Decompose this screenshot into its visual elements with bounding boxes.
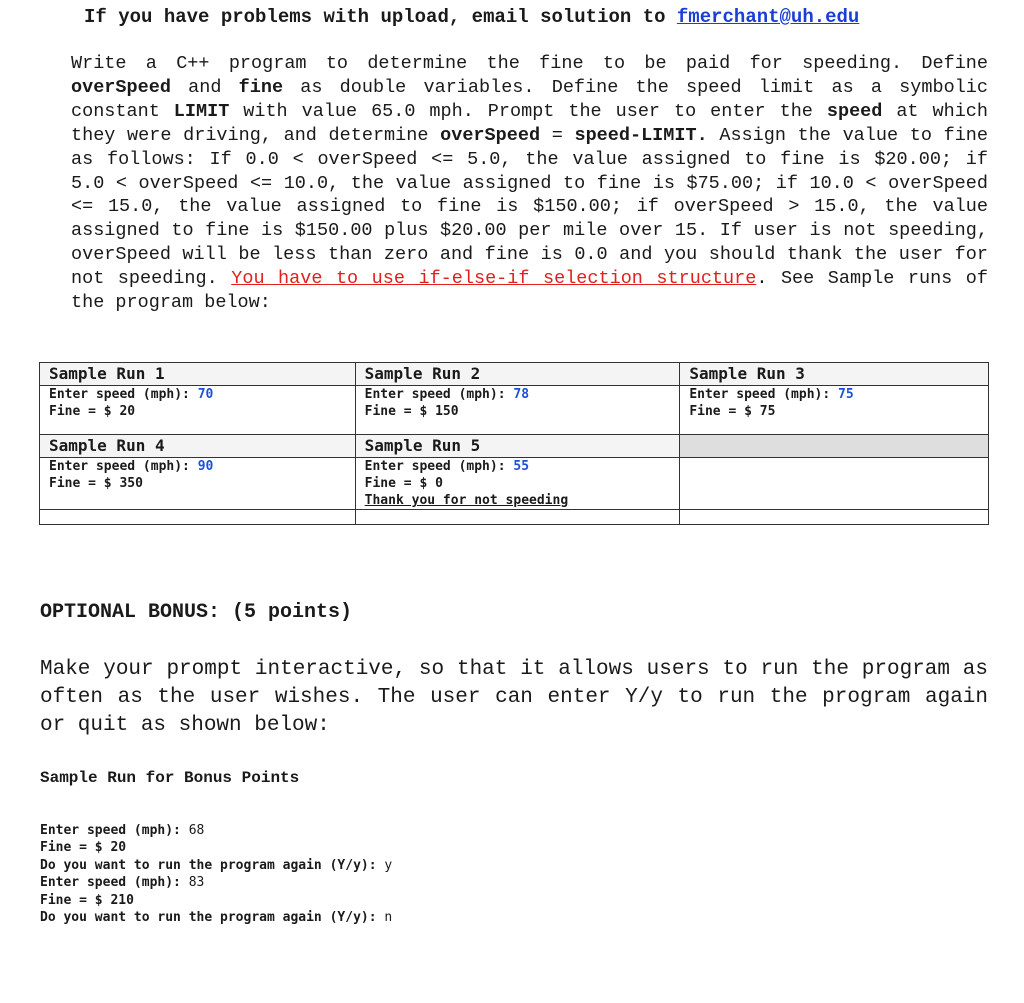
- fine-output: Fine = $ 20: [49, 404, 136, 419]
- fine-output: Fine = $ 210: [40, 892, 134, 908]
- empty-cell: [680, 458, 989, 510]
- run-output: [680, 386, 989, 435]
- speed-input: 78: [513, 387, 530, 402]
- run-title: Sample Run 2: [355, 363, 680, 386]
- run-output: [40, 458, 356, 510]
- bonus-description: Make your prompt interactive, so that it allows users to run the program as often as the user wishes. The user can enter Y/y to run the program again or quit as shown below:: [40, 658, 988, 737]
- prompt: Enter speed (mph):: [40, 823, 189, 838]
- empty-cell: [355, 510, 680, 525]
- prompt: Do you want to run the program again (Y/y):: [40, 857, 385, 873]
- keyword: fine: [238, 76, 284, 98]
- text: with value 65.0 mph. Prompt the user to enter the: [229, 100, 827, 122]
- text: =: [540, 124, 575, 146]
- text: at which they were driving, and determine: [71, 100, 988, 146]
- speed-input: 90: [197, 459, 214, 474]
- text: . See Sample runs of the program below:: [71, 268, 988, 314]
- keyword: LIMIT: [173, 100, 230, 122]
- prompt: Enter speed (mph):: [689, 387, 839, 402]
- bonus-heading: OPTIONAL BONUS: (5 points): [40, 601, 353, 624]
- user-input: n: [384, 910, 393, 926]
- user-input: 83: [188, 875, 205, 891]
- fine-output: Fine = $ 150: [364, 404, 459, 419]
- table-row: [40, 363, 989, 386]
- prompt: Enter speed (mph):: [364, 459, 514, 474]
- table-row: [40, 458, 989, 510]
- bonus-console-output: [40, 822, 392, 926]
- fine-output: Fine = $ 0: [364, 476, 443, 491]
- table-row: [40, 386, 989, 435]
- text: Assign the value to fine as follows: If 0.0 < overSpeed <= 5.0, the value assigned to fine is $20.00; if 5.0 < overSpeed <= 10.0, the value assigned to fine is $75.00; if 10.0 < overSpeed <= 15.0, the value assigned to fine is $150.00; if overSpeed > 15.0, the value assigned to fine is $150.00 plus $20.00 per mile over 15. If user is not speeding, overSpeed will be less than zero and fine is 0.0 and you should thank the user for not speeding.: [71, 124, 989, 290]
- sample-runs-table: [39, 362, 989, 525]
- fine-output: Fine = $ 75: [689, 404, 776, 419]
- speed-input: 75: [838, 387, 854, 402]
- prompt: Enter speed (mph):: [40, 875, 189, 891]
- table-row: [40, 435, 989, 458]
- selection-structure-requirement: You have to use if-else-if selection structure: [231, 268, 757, 290]
- prompt: Enter speed (mph):: [49, 387, 198, 402]
- text: and: [170, 76, 239, 98]
- text: as double variables. Define the speed limit as a symbolic constant: [71, 76, 988, 122]
- user-input: 68: [188, 823, 205, 838]
- fine-output: Fine = $ 350: [49, 476, 143, 491]
- table-row: [40, 510, 989, 525]
- keyword: overSpeed: [71, 76, 171, 98]
- run-title: Sample Run 5: [355, 435, 680, 458]
- run-output: [355, 386, 680, 435]
- problem-statement: [71, 52, 988, 315]
- email-link[interactable]: fmerchant@uh.edu: [676, 6, 860, 28]
- run-title: Sample Run 4: [40, 435, 356, 458]
- run-title: Sample Run 1: [40, 363, 356, 386]
- empty-cell: [40, 510, 356, 525]
- thanks-message: Thank you for not speeding: [364, 493, 569, 508]
- run-output: [355, 458, 680, 510]
- keyword: speed: [826, 100, 883, 122]
- fine-output: Fine = $ 20: [40, 840, 127, 856]
- bonus-sample-heading: Sample Run for Bonus Points: [40, 769, 300, 787]
- keyword: speed-LIMIT.: [574, 124, 708, 146]
- upload-instructions: [84, 6, 859, 28]
- header-text: If you have problems with upload, email solution to: [84, 6, 677, 28]
- speed-input: 55: [513, 459, 530, 474]
- prompt: Enter speed (mph):: [49, 459, 198, 474]
- user-input: y: [384, 857, 393, 873]
- run-output: [40, 386, 356, 435]
- keyword: overSpeed: [440, 124, 541, 146]
- empty-cell: [680, 510, 989, 525]
- empty-cell: [680, 435, 989, 458]
- text: Write a C++ program to determine the fine to be paid for speeding. Define: [71, 53, 988, 74]
- run-title: Sample Run 3: [680, 363, 989, 386]
- speed-input: 70: [197, 387, 214, 402]
- prompt: Enter speed (mph):: [364, 387, 514, 402]
- prompt: Do you want to run the program again (Y/y):: [40, 910, 385, 926]
